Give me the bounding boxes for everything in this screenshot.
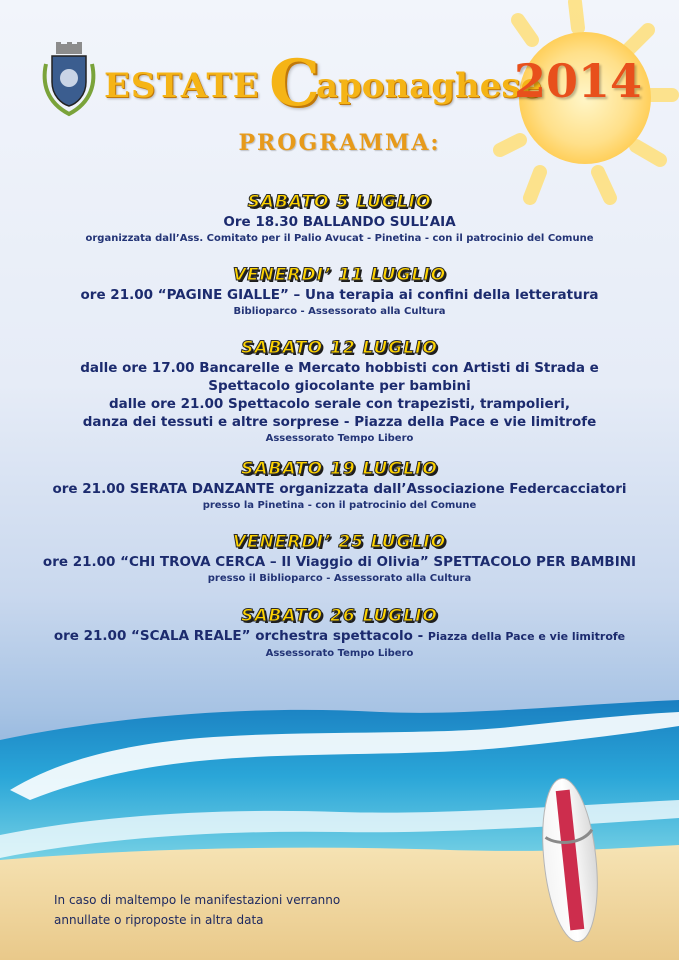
event-date: SABATO 26 LUGLIO bbox=[241, 606, 438, 626]
event-date: SABATO 19 LUGLIO bbox=[241, 459, 438, 479]
poster-title bbox=[104, 46, 664, 124]
municipal-crest-icon bbox=[38, 42, 100, 118]
event-line bbox=[0, 627, 679, 646]
weather-note bbox=[54, 890, 340, 930]
event-line: danza dei tessuti e altre sorprese - Piazza della Pace e vie limitrofe bbox=[82, 414, 597, 430]
weather-note-line: In caso di maltempo le manifestazioni verranno bbox=[54, 893, 341, 907]
event-note: Biblioparco - Assessorato alla Cultura bbox=[233, 306, 446, 317]
event-note: presso il Biblioparco - Assessorato alla Cultura bbox=[207, 573, 472, 584]
event-date: SABATO 5 LUGLIO bbox=[247, 192, 432, 212]
programma-heading: PROGRAMMA: bbox=[238, 130, 441, 156]
event-1 bbox=[0, 191, 679, 247]
event-4 bbox=[0, 458, 679, 514]
title-initial: C bbox=[269, 46, 320, 121]
event-line: dalle ore 21.00 Spettacolo serale con trapezisti, trampolieri, bbox=[108, 396, 571, 412]
weather-note-line: annullate o riproposte in altra data bbox=[54, 913, 264, 927]
event-line-main: ore 21.00 “SCALA REALE” orchestra spettacolo - bbox=[53, 628, 424, 644]
event-line: ore 21.00 “PAGINE GIALLE” – Una terapia ai confini della letteratura bbox=[80, 287, 599, 303]
title-estate: ESTATE bbox=[104, 66, 260, 106]
title-rest: aponaghese bbox=[316, 66, 543, 106]
event-6 bbox=[0, 605, 679, 662]
event-line: Spettacolo giocolante per bambini bbox=[208, 378, 471, 394]
event-date: VENERDI’ 11 LUGLIO bbox=[232, 265, 447, 285]
event-2 bbox=[0, 264, 679, 320]
event-line: dalle ore 17.00 Bancarelle e Mercato hobbisti con Artisti di Strada e bbox=[80, 360, 599, 376]
title-year: 2014 bbox=[514, 54, 643, 108]
event-note: Assessorato Tempo Libero bbox=[265, 433, 414, 444]
event-line: Ore 18.30 BALLANDO SULL’AIA bbox=[223, 214, 456, 230]
event-5 bbox=[0, 531, 679, 587]
event-date: SABATO 12 LUGLIO bbox=[241, 338, 438, 358]
event-note: presso la Pinetina - con il patrocinio del Comune bbox=[202, 500, 477, 511]
event-date: VENERDI’ 25 LUGLIO bbox=[232, 532, 447, 552]
event-note: organizzata dall’Ass. Comitato per il Palio Avucat - Pinetina - con il patrocinio del Comune bbox=[85, 233, 594, 244]
event-3 bbox=[0, 337, 679, 447]
event-line-place: Piazza della Pace e vie limitrofe bbox=[427, 630, 626, 643]
event-line: ore 21.00 “CHI TROVA CERCA – Il Viaggio di Olivia” SPETTACOLO PER BAMBINI bbox=[42, 554, 637, 570]
event-note: Assessorato Tempo Libero bbox=[265, 648, 414, 659]
event-line: ore 21.00 SERATA DANZANTE organizzata dall’Associazione Federcacciatori bbox=[52, 481, 627, 497]
